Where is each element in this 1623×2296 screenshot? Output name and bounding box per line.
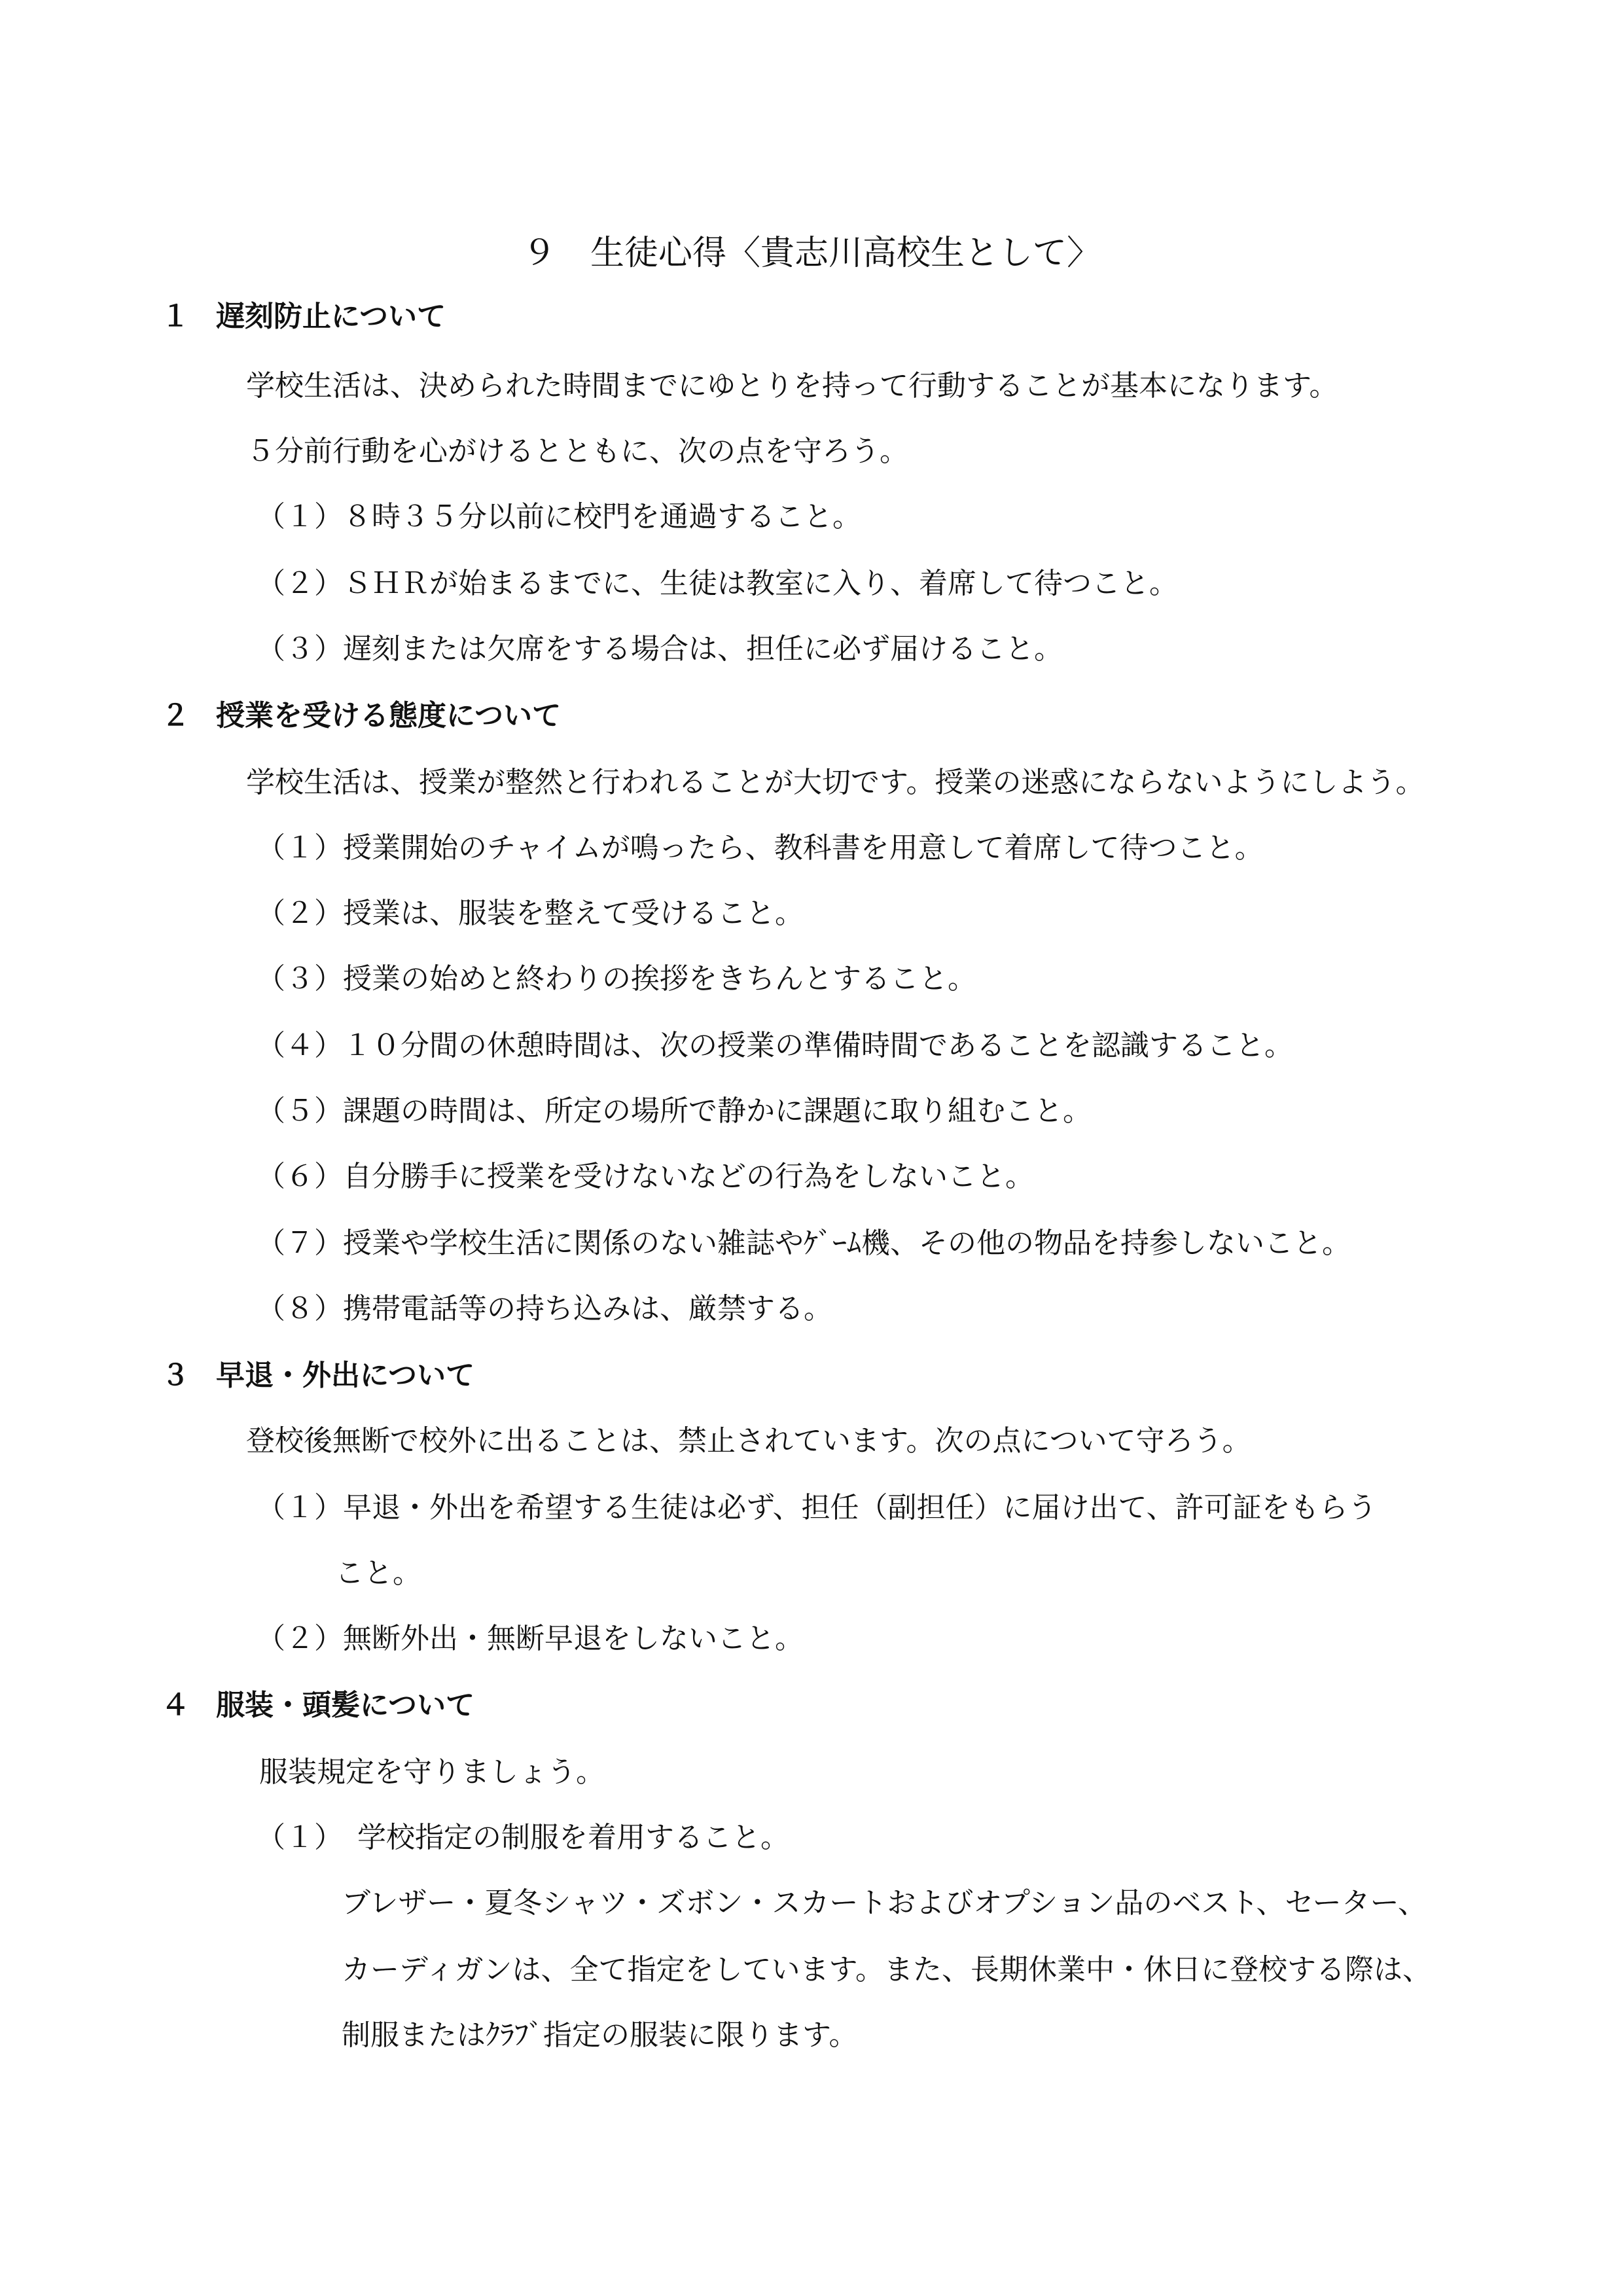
list-item: （１）早退・外出を希望する生徒は必ず、担任（副担任）に届け出て、許可証をもらう bbox=[257, 1491, 1377, 1524]
list-item-description: 制服またはｸﾗﾌﾞ指定の服装に限ります。 bbox=[342, 2018, 858, 2052]
section-number: ４ bbox=[161, 1689, 190, 1722]
section-title: 早退・外出について bbox=[216, 1359, 475, 1392]
list-item: （３）授業の始めと終わりの挨拶をきちんとすること。 bbox=[257, 962, 976, 996]
section-intro-line: 学校生活は、授業が整然と行われることが大切です。授業の迷惑にならないようにしよう。 bbox=[246, 766, 1425, 799]
section-heading-2 bbox=[161, 696, 561, 736]
document-title: ９ 生徒心得〈貴志川高校生として〉 bbox=[522, 234, 1101, 273]
section-title: 授業を受ける態度について bbox=[216, 699, 562, 732]
section-number: ３ bbox=[161, 1359, 190, 1392]
list-item: （６）自分勝手に授業を受けないなどの行為をしないこと。 bbox=[257, 1160, 1034, 1193]
section-intro-line: 服装規定を守りましょう。 bbox=[259, 1755, 605, 1789]
list-item: （３）遅刻または欠席をする場合は、担任に必ず届けること。 bbox=[257, 632, 1063, 666]
list-item-continuation: こと。 bbox=[335, 1556, 421, 1590]
section-intro-line: 学校生活は、決められた時間までにゆとりを持って行動することが基本になります。 bbox=[246, 369, 1338, 403]
list-item: （１） 学校指定の制服を着用すること。 bbox=[257, 1821, 789, 1854]
list-item: （２）ＳＨＲが始まるまでに、生徒は教室に入り、着席して待つこと。 bbox=[257, 567, 1178, 600]
section-title: 服装・頭髪について bbox=[216, 1689, 475, 1722]
list-item: （８）携帯電話等の持ち込みは、厳禁する。 bbox=[257, 1292, 832, 1325]
section-number: ２ bbox=[161, 699, 190, 732]
section-heading-3 bbox=[161, 1356, 474, 1395]
section-title: 遅刻防止について bbox=[216, 300, 446, 333]
section-heading-1 bbox=[161, 297, 446, 336]
list-item: （４）１０分間の休憩時間は、次の授業の準備時間であることを認識すること。 bbox=[257, 1029, 1293, 1062]
list-item-description: ブレザー・夏冬シャツ・ズボン・スカートおよびオプション品のベスト、セーター、 bbox=[342, 1886, 1427, 1920]
section-intro-line: 登校後無断で校外に出ることは、禁止されています。次の点について守ろう。 bbox=[246, 1424, 1251, 1458]
list-item: （２）授業は、服装を整えて受けること。 bbox=[257, 897, 804, 930]
section-number: １ bbox=[161, 300, 190, 333]
list-item: （１）８時３５分以前に校門を通過すること。 bbox=[257, 500, 861, 533]
list-item: （７）授業や学校生活に関係のない雑誌やｹﾞｰﾑ機、その他の物品を持参しないこと。 bbox=[257, 1227, 1351, 1260]
list-item: （５）課題の時間は、所定の場所で静かに課題に取り組むこと。 bbox=[257, 1094, 1092, 1128]
list-item: （２）無断外出・無断早退をしないこと。 bbox=[257, 1622, 804, 1655]
section-heading-4 bbox=[161, 1686, 474, 1725]
section-intro-line: ５分前行動を心がけるとともに、次の点を守ろう。 bbox=[246, 435, 908, 468]
list-item: （１）授業開始のチャイムが鳴ったら、教科書を用意して着席して待つこと。 bbox=[257, 831, 1264, 865]
list-item-description: カーディガンは、全て指定をしています。また、長期休業中・休日に登校する際は、 bbox=[342, 1953, 1431, 1986]
